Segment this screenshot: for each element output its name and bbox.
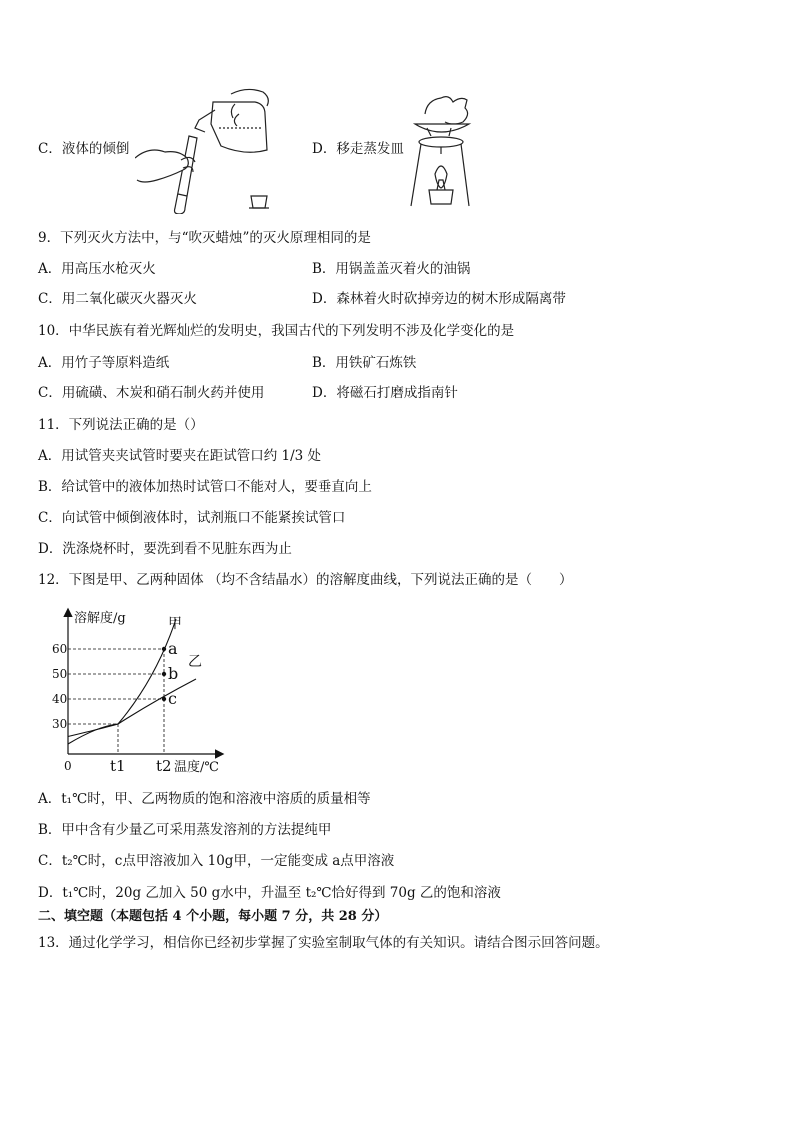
y-tick-label: 50 [52,667,68,681]
liquid-pouring-illustration [135,84,275,214]
y-axis-label: 溶解度/g [74,611,126,626]
q11-option-b: B．给试管中的液体加热时试管口不能对人，要垂直向上 [38,479,372,495]
point-marker-b [162,672,166,676]
y-tick-label: 30 [52,717,68,731]
q12-option-a: A．t₁℃时，甲、乙两物质的饱和溶液中溶质的质量相等 [38,791,371,807]
q11-option-d: D．洗涤烧杯时，要洗到看不见脏东西为止 [38,541,292,557]
point-label: b [168,664,179,683]
point-label: c [168,689,177,708]
x-axis-label: 温度/℃ [174,760,219,775]
q10-option-a: A．用竹子等原料造纸 [38,355,170,371]
q10-stem: 10．中华民族有着光辉灿烂的发明史，我国古代的下列发明不涉及化学变化的是 [38,323,515,339]
q13-stem: 13．通过化学学习，相信你已经初步掌握了实验室制取气体的有关知识。请结合图示回答问题。 [38,935,609,951]
q11-stem: 11．下列说法正确的是（） [38,417,204,433]
q11-option-a: A．用试管夹夹试管时要夹在距试管口约 1/3 处 [38,448,322,464]
y-tick-label: 60 [52,642,68,656]
evaporating-dish-illustration [405,94,475,210]
q12-option-c: C．t₂℃时，c点甲溶液加入 10g甲，一定能变成 a点甲溶液 [38,853,395,869]
q11-option-c: C．向试管中倾倒液体时，试剂瓶口不能紧挨试管口 [38,510,346,526]
x-tick-label: t1 [110,757,126,775]
q10-option-b: B．用铁矿石炼铁 [312,355,417,371]
q12-option-d: D．t₁℃时，20g 乙加入 50 g水中，升温至 t₂℃恰好得到 70g 乙的饱和溶液 [38,885,501,901]
q8-option-d: D．移走蒸发皿 [312,141,404,157]
series-label: 乙 [188,654,202,670]
section-heading: 二、填空题（本题包括 4 个小题，每小题 7 分，共 28 分） [38,909,388,924]
q10-option-d: D．将磁石打磨成指南针 [312,385,458,401]
q8-option-c: C．液体的倾倒 [38,141,130,157]
q9-option-b: B．用锅盖盖灭着火的油锅 [312,261,471,277]
x-tick-label: t2 [156,757,172,775]
q12-option-b: B．甲中含有少量乙可采用蒸发溶剂的方法提纯甲 [38,822,332,838]
origin-label: 0 [64,759,72,773]
q12-stem: 12．下图是甲、乙两种固体 （均不含结晶水）的溶解度曲线，下列说法正确的是（ ） [38,572,573,588]
y-tick-label: 40 [52,692,68,706]
q9-stem: 9．下列灭火方法中，与“吹灭蜡烛”的灭火原理相同的是 [38,230,371,246]
point-marker-a [162,647,166,651]
q10-option-c: C．用硫磺、木炭和硝石制火药并使用 [38,385,265,401]
q9-option-d: D．森林着火时砍掉旁边的树木形成隔离带 [312,291,566,307]
solubility-chart [40,600,240,785]
q9-option-a: A．用高压水枪灭火 [38,261,156,277]
q9-option-c: C．用二氧化碳灭火器灭火 [38,291,197,307]
series-curve-jia [68,619,179,737]
point-marker-c [162,697,166,701]
point-label: a [168,639,178,658]
series-label: 甲 [168,616,182,632]
